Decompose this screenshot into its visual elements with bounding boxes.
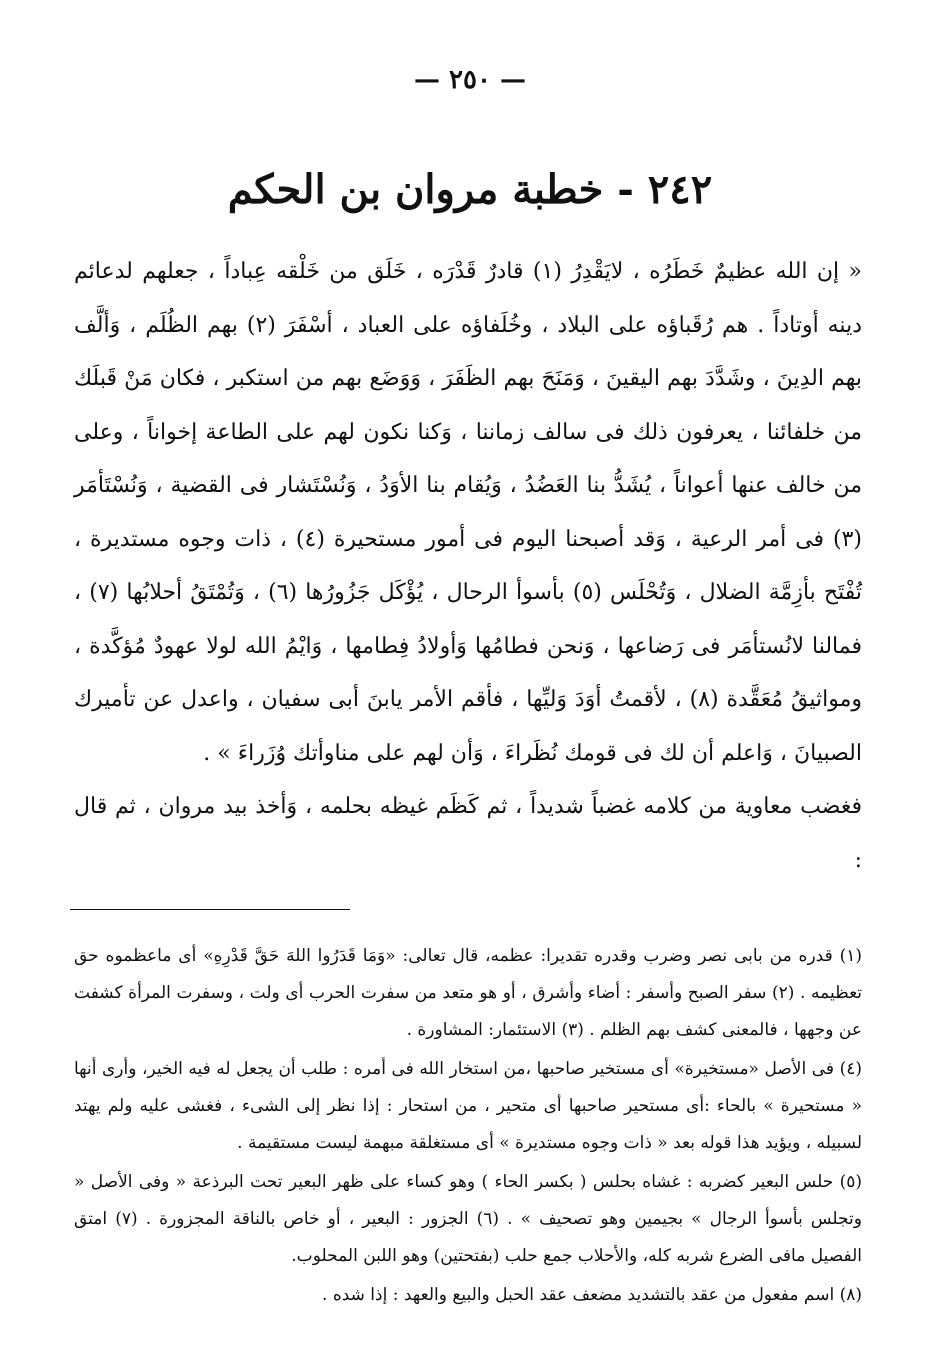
page-number: — ٢٥٠ — xyxy=(413,65,527,95)
narration-paragraph: فغضب معاوية من كلامه غضباً شديداً ، ثم كَظَم غيظه بحلمه ، وَأخذ بيد مروان ، ثم قال : xyxy=(74,794,862,873)
footnote-4: (٤) فى الأصل «مستخيرة» أى مستخير صاحبها ،من استخار الله فى أمره : طلب أن يجعل له فيه الخير، وأرى أنها « مستحيرة » بالحاء :أى مستحير صاحبها أى متحير ، من استحار : إذا نظر إلى الشىء ، فغشى عليه ولم يهتد لسبيله ، ويؤيد هذا قوله بعد « ذات وجوه مستديرة » أى مستغلقة مبهمة ليست مستقيمة . xyxy=(74,1059,862,1153)
book-page xyxy=(70,40,870,1340)
footnotes xyxy=(70,938,870,1314)
main-text xyxy=(70,245,870,887)
footnote-divider xyxy=(70,909,350,910)
footnote-8: (٨) اسم مفعول من عقد بالتشديد مضعف عقد الحبل والبيع والعهد : إذا شده . xyxy=(322,1285,862,1305)
page-title: ٢٤٢ - خطبة مروان بن الحكم xyxy=(227,166,713,213)
footnote-1-3: (١) قدره من بابى نصر وضرب وقدره تقديرا: عظمه، قال تعالى: «وَمَا قَدَرُوا اللهَ حَقَّ قَدْرِهِ» أى ماعظموه حق تعظيمه . (٢) سفر الصبح وأسفر : أضاء وأشرق ، أو هو متعد من سفرت الحرب أى ولت ، وسفرت المرأة كشفت عن وجهها ، فالمعنى كشف بهم الظلم . (٣) الاستئمار: المشاورة . xyxy=(74,946,862,1040)
footnote-5-7: (٥) حلس البعير كضربه : غشاه بحلس ( بكسر الحاء ) وهو كساء على ظهر البعير تحت البرذعة « وفى الأصل « وتجلس بأسوأ الرجال » بجيمين وهو تصحيف » . (٦) الجزور : البعير ، أو خاص بالناقة المجزورة . (٧) امتق الفصيل مافى الضرع شربه كله، والأحلاب جمع حلب (بفتحتين) وهو اللبن المحلوب. xyxy=(74,1172,862,1266)
speech-paragraph: « إن الله عظيمٌ خَطَرُه ، لايَقْدِرُ (١) قادرٌ قَدْرَه ، خَلَق من خَلْقه عِباداً ، جعلهم لدعائم دينه أوتاداً . هم رُقَباؤه على البلاد ، وخُلَفاؤه على العباد ، أسْفَرَ (٢) بهم الظُلَم ، وَألَّف بهم الدِينَ ، وشَدَّدَ بهم اليقينَ ، وَمَنَحَ بهم الظَفَرَ ، وَوَضَع بهم من استكبر ، فكان مَنْ قَبلَك من خلفائنا ، يعرفون ذلك فى سالف زماننا ، وَكنا نكون لهم على الطاعة إخواناً ، وعلى من خالف عنها أعواناً ، يُشَدُّ بنا العَضُدُ ، وَيُقام بنا الأوَدُ ، وَنُسْتَشار فى القضية ، وَنُسْتَأمَر (٣) فى أمر الرعية ، وَقد أصبحنا اليوم فى أمور مستحيرة (٤) ، ذات وجوه مستديرة ، تُفْتَح بأزِمَّة الضلال ، وَتُحْلَس (٥) بأسوأ الرحال ، يُؤْكَل جَزُورُها (٦) ، وَتُمْتَقُ أحلابُها (٧) ، فمالنا لانُستأمَر فى رَضاعها ، وَنحن فطامُها وَأولادُ فِطامها ، وَايْمُ الله لولا عهودٌ مُؤكَّدة ، ومواثيقُ مُعَقَّدة (٨) ، لأقمتُ أوَدَ وَليِّها ، فأقم الأمر يابنَ أبى سفيان ، واعدل عن تأميرك الصبيانَ ، وَاعلم أن لك فى قومك نُظَراءَ ، وَأن لهم على مناوأتك وُزَراءَ » . xyxy=(74,259,862,766)
